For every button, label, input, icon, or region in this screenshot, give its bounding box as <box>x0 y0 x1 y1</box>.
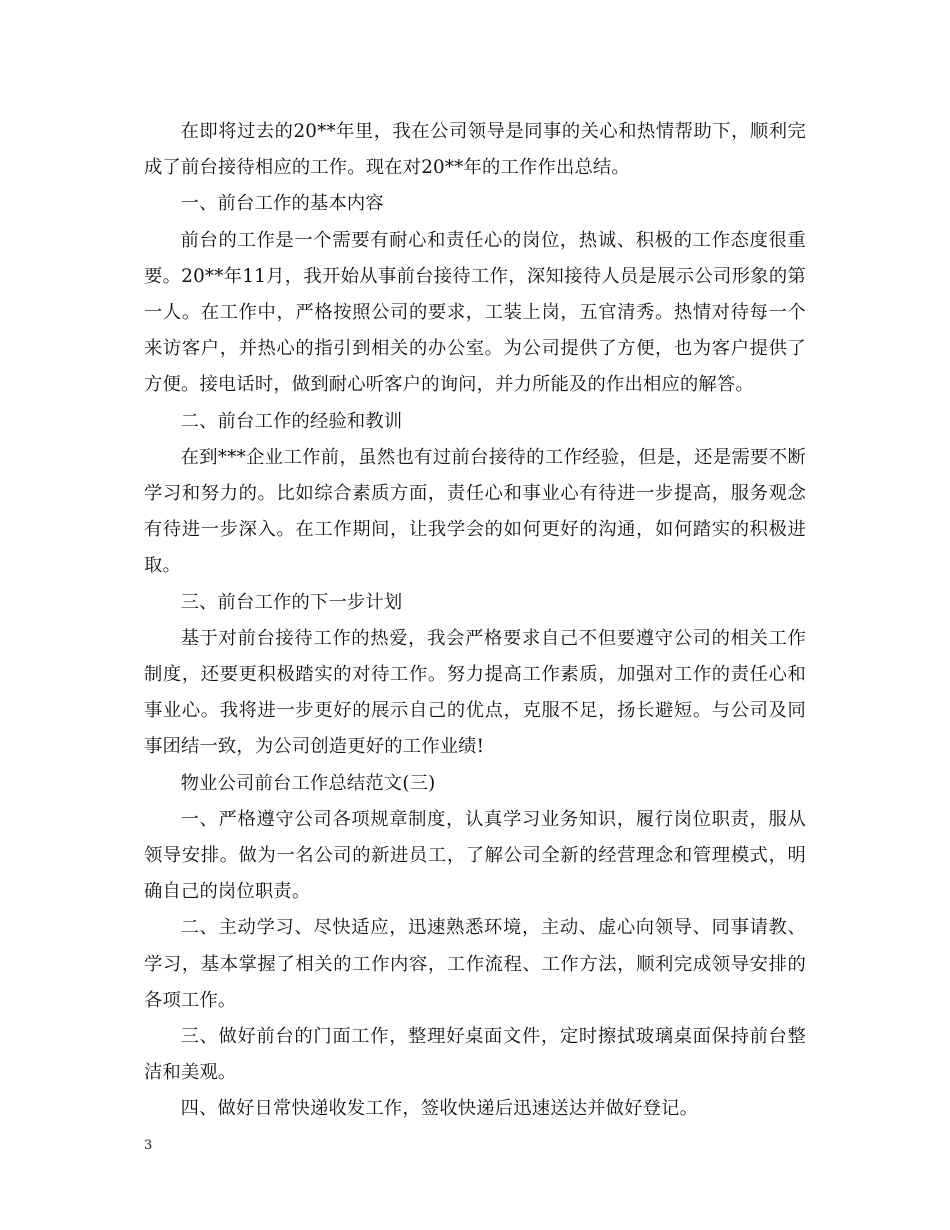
point-one-paragraph: 一、严格遵守公司各项规章制度，认真学习业务知识，履行岗位职责，服从领导安排。做为一名公司的新进员工，了解公司全新的经营理念和管理模式，明确自己的岗位职责。 <box>144 808 806 903</box>
section-heading-basic-content: 一、前台工作的基本内容 <box>180 193 384 215</box>
section-heading-next-plan: 三、前台工作的下一步计划 <box>180 591 403 613</box>
sample-title: 物业公司前台工作总结范文(三) <box>180 772 436 794</box>
intro-paragraph: 在即将过去的20**年里，我在公司领导是同事的关心和热情帮助下，顺利完成了前台接待相应的工作。现在对20**年的工作作出总结。 <box>144 121 806 179</box>
page-number: 3 <box>144 1138 153 1153</box>
point-four-paragraph: 四、做好日常快递收发工作，签收快递后迅速送达并做好登记。 <box>180 1098 699 1120</box>
point-two-paragraph: 二、主动学习、尽快适应，迅速熟悉环境，主动、虚心向领导、同事请教、学习，基本掌握了相关的工作内容，工作流程、工作方法，顺利完成领导安排的各项工作。 <box>144 917 806 1011</box>
section-heading-experience: 二、前台工作的经验和教训 <box>180 410 403 432</box>
point-three-paragraph: 三、做好前台的门面工作，整理好桌面文件，定时擦拭玻璃桌面保持前台整洁和美观。 <box>144 1026 806 1084</box>
next-plan-paragraph: 基于对前台接待工作的热爱，我会严格要求自己不但要遵守公司的相关工作制度，还要更积极踏实的对待工作。努力提高工作素质，加强对工作的责任心和事业心。我将进一步更好的展示自己的优点，克服不足，扬长避短。与公司及同事团结一致，为公司创造更好的工作业绩! <box>144 627 806 758</box>
experience-paragraph: 在到***企业工作前，虽然也有过前台接待的工作经验，但是，还是需要不断学习和努力的。比如综合素质方面，责任心和事业心有待进一步提高，服务观念有待进一步深入。在工作期间，让我学会的如何更好的沟通，如何踏实的积极进取。 <box>144 446 806 577</box>
basic-content-paragraph: 前台的工作是一个需要有耐心和责任心的岗位，热诚、积极的工作态度很重要。20**年11月，我开始从事前台接待工作，深知接待人员是展示公司形象的第一人。在工作中，严格按照公司的要求，工装上岗，五官清秀。热情对待每一个来访客户，并热心的指引到相关的办公室。为公司提供了方便，也为客户提供了方便。接电话时，做到耐心听客户的询问，并力所能及的作出相应的解答。 <box>144 229 806 396</box>
document-body <box>144 114 806 1128</box>
